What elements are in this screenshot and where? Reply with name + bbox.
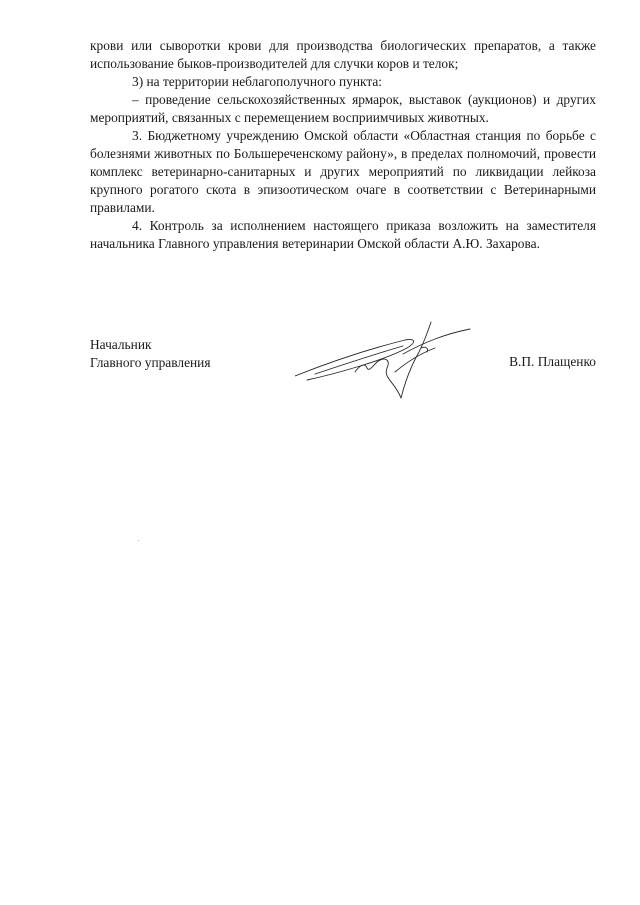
scan-speck [138,540,139,541]
signer-position-line-1: Начальник [90,337,152,352]
paragraph-continuation: крови или сыворотки крови для производства биологических препаратов, а также использование быков-производителей для случки коров и телок; [90,38,596,71]
paragraph-subitem: – проведение сельскохозяйственных ярмарок, выставок (аукционов) и других мероприятий, связанных с перемещением восприимчивых животных. [90,92,596,125]
paragraph-clause-4: 4. Контроль за исполнением настоящего приказа возложить на заместителя начальника Главного управления ветеринарии Омской области А.Ю. Захарова. [90,218,596,251]
signature-block [90,336,596,396]
paragraph-clause-3: 3. Бюджетному учреждению Омской области «Областная станция по борьбе с болезнями животных по Большереченскому району», в пределах полномочий, провести комплекс ветеринарно-санитарных и других мероприятий по ликвидации лейкоза крупного рогатого скота в эпизоотическом очаге в соответствии с Ветеринарными правилами. [90,128,596,215]
handwritten-signature [295,312,475,402]
signer-position-line-2: Главного управления [90,355,211,370]
document-body [90,37,596,253]
signer-name: В.П. Плащенко [509,354,596,369]
signer-position [90,336,211,372]
paragraph-item-3: 3) на территории неблагополучного пункта: [132,74,383,89]
